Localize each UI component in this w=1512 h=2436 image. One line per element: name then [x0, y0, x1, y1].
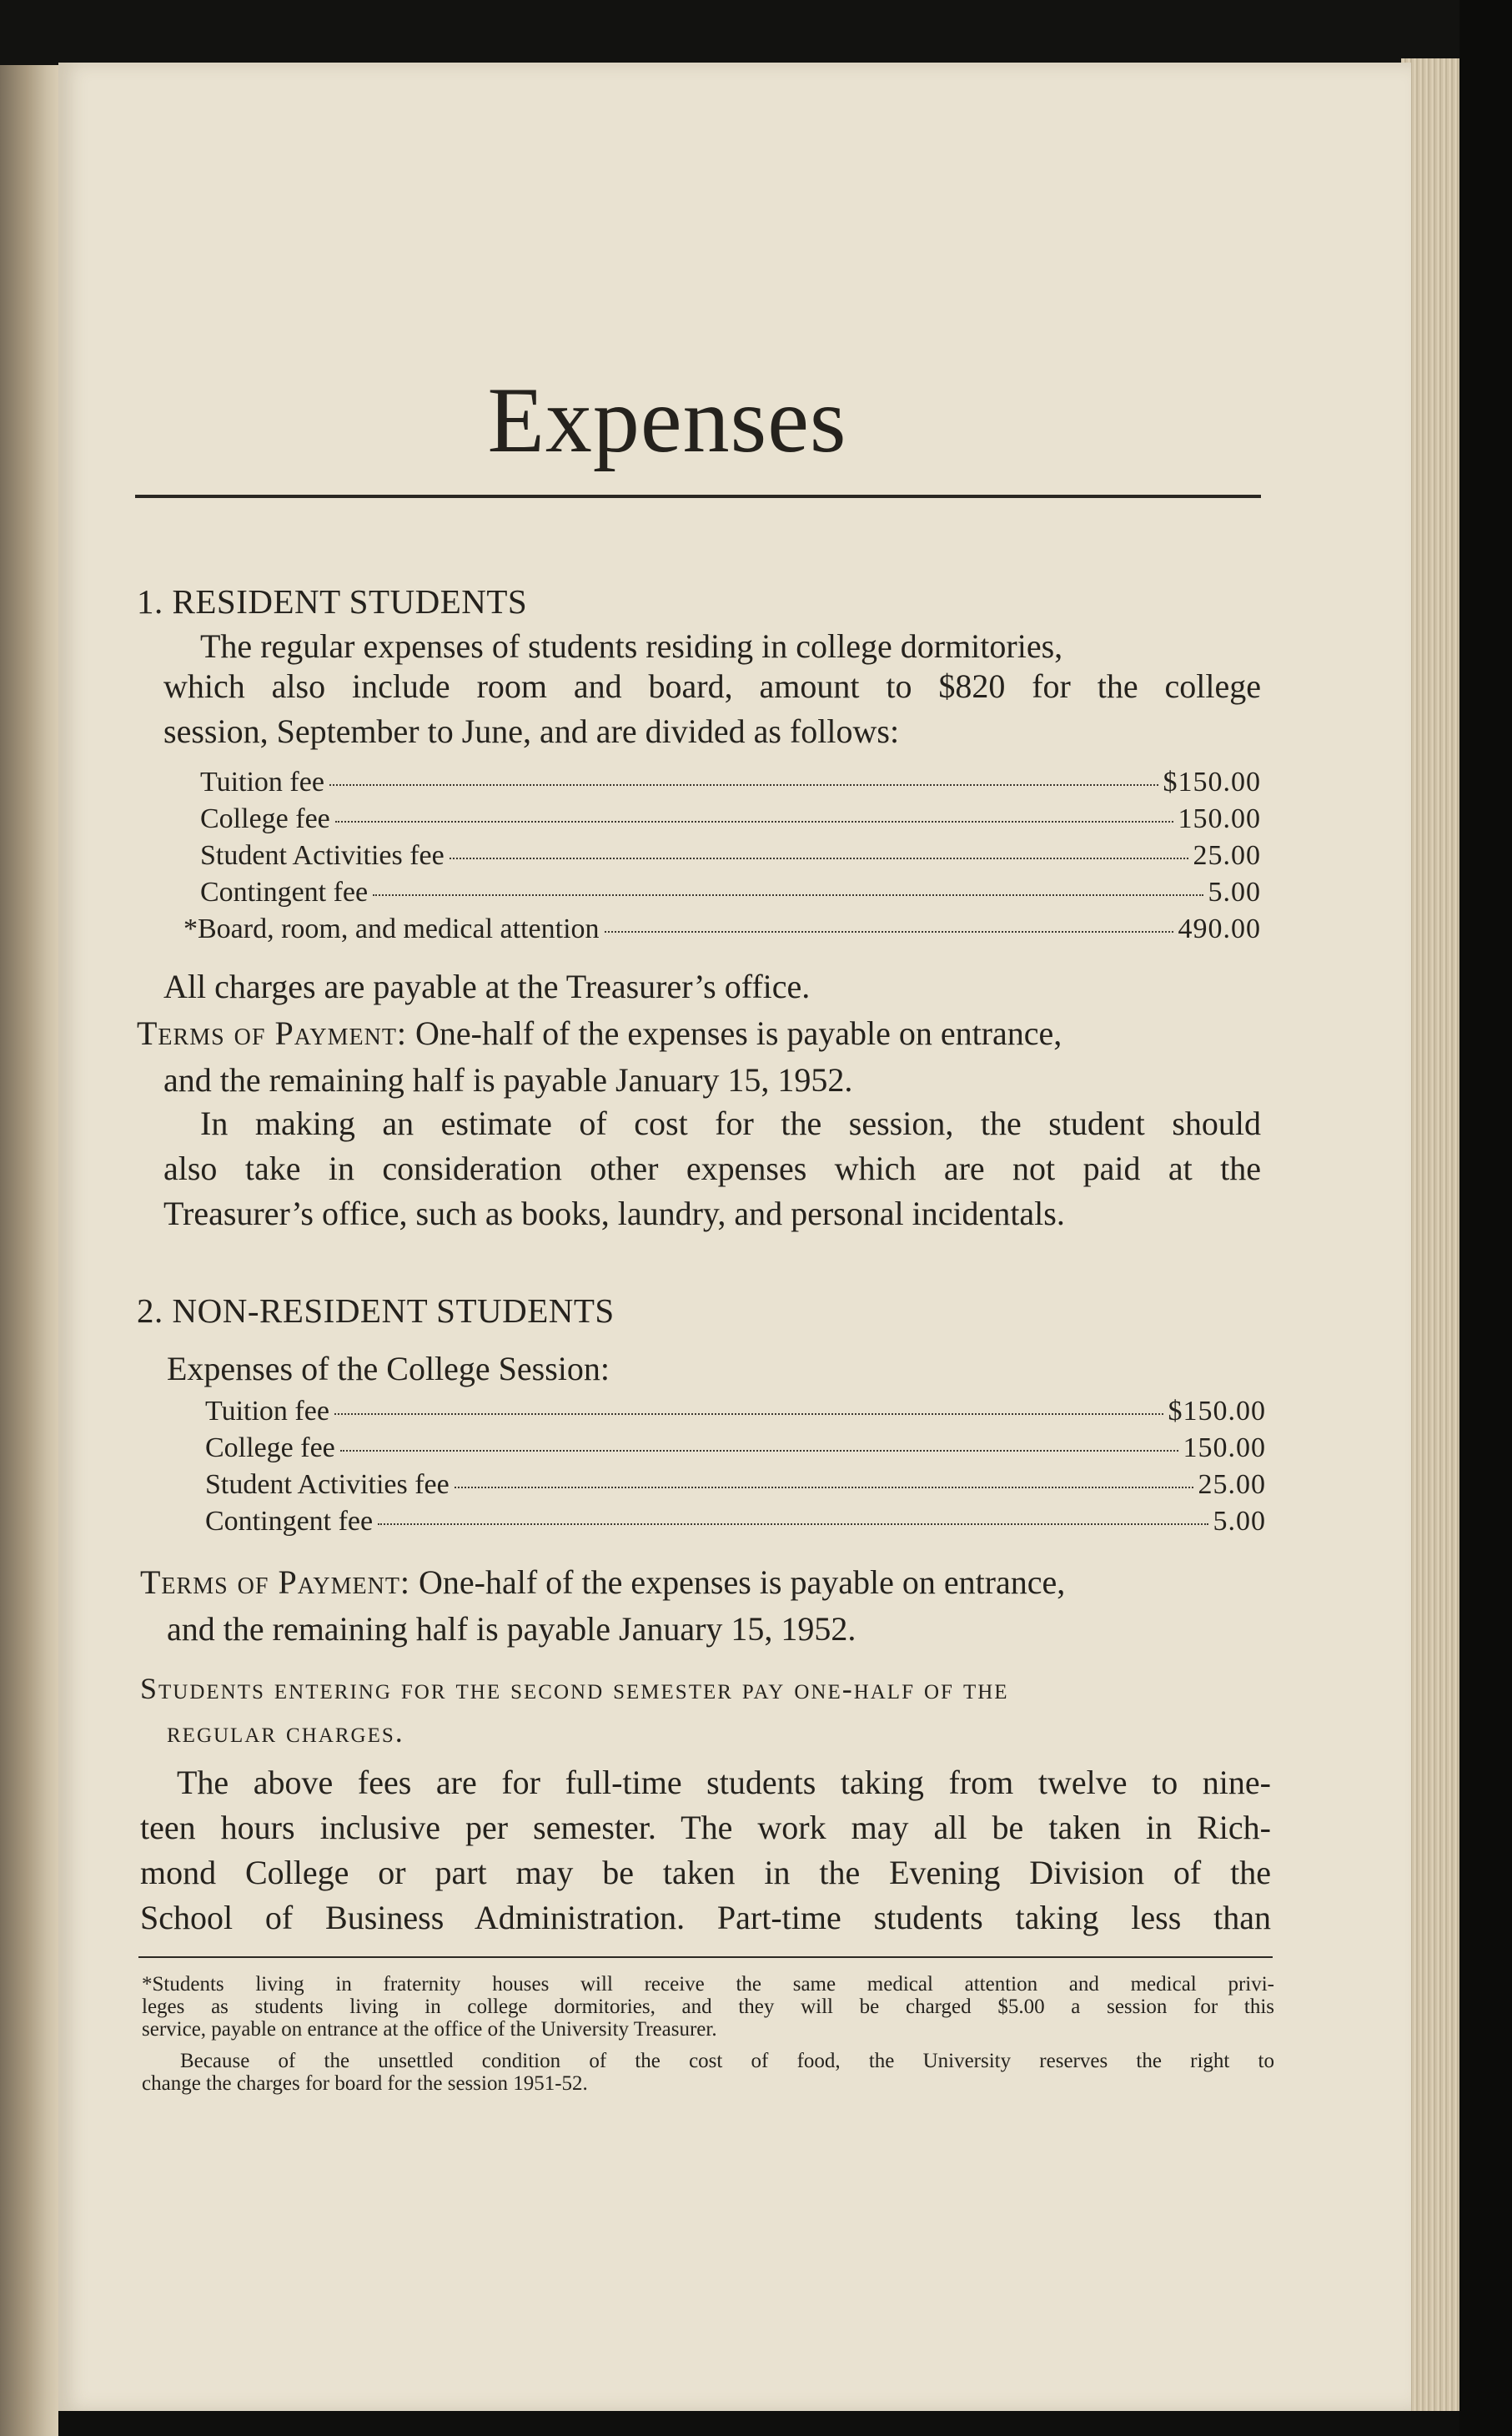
leader-dots: [378, 1523, 1208, 1525]
resident-fee-row: College fee 150.00: [200, 803, 1261, 834]
estimate-line-3: Treasurer’s office, such as books, laundry, and personal incidentals.: [163, 1195, 1065, 1232]
fulltime-line-2: teen hours inclusive per semester. The work may all be taken in Rich-: [140, 1809, 1271, 1846]
resident-fee-row: Tuition fee $150.00: [200, 767, 1261, 798]
non-resident-fee-row: Contingent fee 5.00: [205, 1506, 1266, 1537]
resident-intro-line-1: The regular expenses of students residing in college dormitories,: [200, 627, 1063, 665]
footnote-food-line-2: change the charges for board for the session 1951-52.: [142, 2072, 588, 2095]
estimate-line-1: In making an estimate of cost for the session, the student should: [200, 1105, 1261, 1142]
second-semester-line-1: Students entering for the second semester pay one-half of the: [140, 1672, 1009, 1705]
resident-terms-line-2: and the remaining half is payable January 15, 1952.: [163, 1061, 853, 1099]
background-right: [1459, 0, 1512, 2436]
title-rule: [135, 495, 1261, 498]
non-resident-subheading: Expenses of the College Session:: [167, 1350, 610, 1387]
footnote-fraternity-line-2: leges as students living in college dormitories, and they will be charged $5.00 a session for this: [142, 1996, 1274, 2018]
page-title: Expenses: [487, 369, 847, 472]
leader-dots: [334, 1413, 1163, 1415]
leader-dots: [605, 931, 1173, 933]
footnote-fraternity-line-3: service, payable on entrance at the office of the University Treasurer.: [142, 2018, 717, 2041]
leader-dots: [335, 821, 1173, 823]
resident-fee-row: *Board, room, and medical attention 490.00: [183, 914, 1261, 944]
section-heading-resident: 1. RESIDENT STUDENTS: [137, 582, 528, 621]
non-resident-terms-line-1: [140, 1559, 1266, 1606]
second-semester-line-2: regular charges.: [167, 1715, 404, 1749]
book-page: [58, 63, 1411, 2411]
book-spine-gutter: [0, 65, 58, 2436]
leader-dots: [373, 894, 1203, 896]
fulltime-line-4: School of Business Administration. Part-time students taking less than: [140, 1899, 1271, 1936]
footnote-rule: [138, 1956, 1273, 1958]
background-top: [0, 0, 1512, 65]
fulltime-line-3: mond College or part may be taken in the Evening Division of the: [140, 1854, 1271, 1891]
resident-terms-line-1: [137, 1010, 1261, 1057]
resident-fee-row: Student Activities fee 25.00: [200, 840, 1261, 871]
non-resident-fee-row: Tuition fee $150.00: [205, 1396, 1266, 1427]
charges-note: All charges are payable at the Treasurer’s office.: [163, 968, 811, 1005]
fulltime-line-1: The above fees are for full-time students taking from twelve to nine-: [177, 1764, 1271, 1801]
terms-label: Terms of Payment:: [140, 1563, 411, 1601]
terms-label: Terms of Payment:: [137, 1014, 408, 1052]
estimate-line-2: also take in consideration other expenses which are not paid at the: [163, 1150, 1261, 1187]
terms-text: One-half of the expenses is payable on entrance,: [415, 1014, 1062, 1052]
footnote-food-line-1: Because of the unsettled condition of the cost of food, the University reserves the right to: [180, 2050, 1274, 2072]
resident-intro-line-2: which also include room and board, amount to $820 for the college: [163, 667, 1261, 705]
leader-dots: [455, 1487, 1193, 1488]
resident-intro-line-3: session, September to June, and are divided as follows:: [163, 712, 900, 750]
terms-text: One-half of the expenses is payable on entrance,: [419, 1563, 1066, 1601]
non-resident-terms-line-2: and the remaining half is payable January 15, 1952.: [167, 1610, 856, 1648]
leader-dots: [450, 858, 1188, 859]
non-resident-fee-row: Student Activities fee 25.00: [205, 1469, 1266, 1500]
non-resident-fee-row: College fee 150.00: [205, 1432, 1266, 1463]
resident-fee-row: Contingent fee 5.00: [200, 877, 1261, 908]
footnote-fraternity-line-1: *Students living in fraternity houses will receive the same medical attention and medical privi-: [142, 1973, 1274, 1996]
section-heading-non-resident: 2. NON-RESIDENT STUDENTS: [137, 1291, 615, 1330]
leader-dots: [329, 784, 1158, 786]
leader-dots: [340, 1450, 1178, 1452]
